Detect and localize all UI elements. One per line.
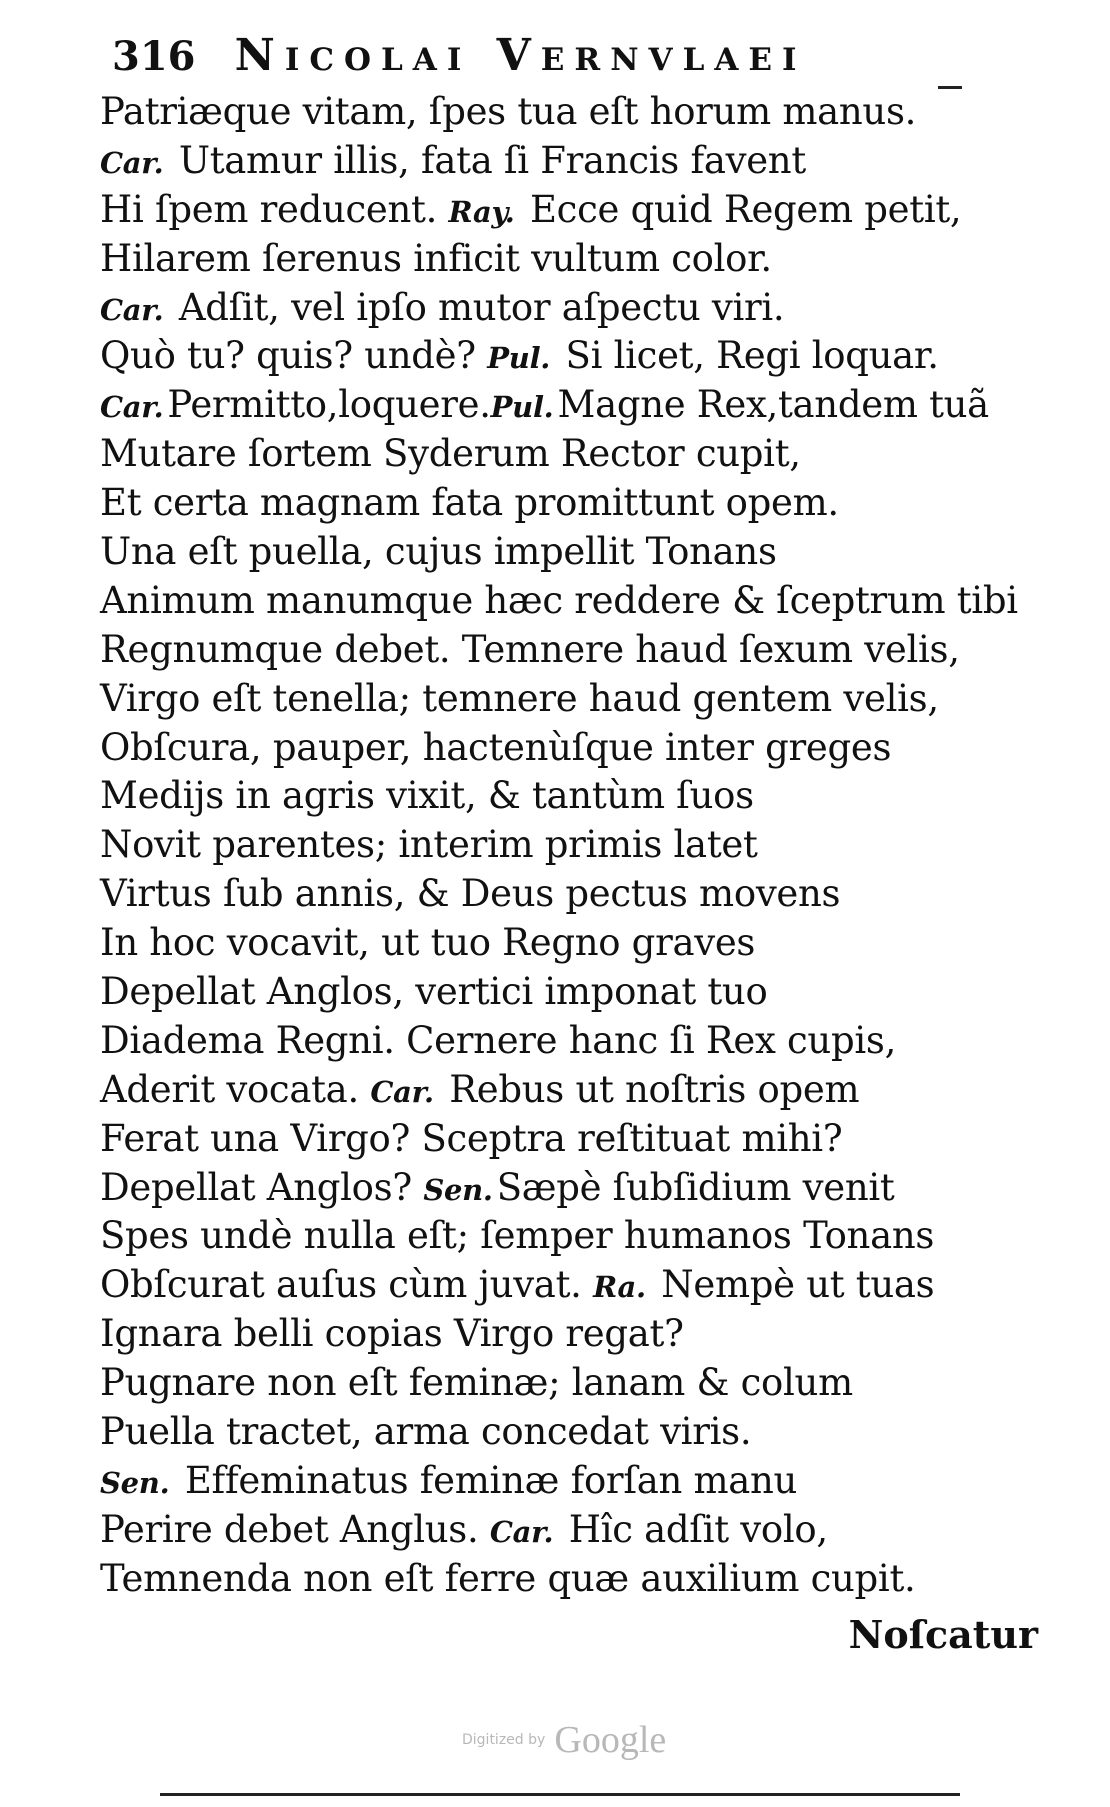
verse-text: Depellat Anglos? — [100, 1165, 424, 1209]
verse-text: Obſcura, pauper, hactenùſque inter greges — [100, 725, 892, 769]
verse-text: Patriæque vitam, ſpes tua eſt horum manus. — [100, 90, 917, 133]
verse-line — [100, 1115, 1040, 1164]
verse-text: Aderit vocata. — [100, 1067, 371, 1111]
verse-line — [100, 577, 1040, 626]
running-title: Nicolai Vernvlaei — [234, 30, 807, 81]
verse-text: Ignara belli copias Virgo regat? — [100, 1312, 684, 1356]
verse-line — [100, 1261, 1040, 1310]
verse-text: Spes undè nulla eſt; ſemper humanos Tonans — [100, 1214, 935, 1258]
bottom-rule — [160, 1793, 960, 1796]
verse-text: Sæpè ſubſidium venit — [496, 1165, 895, 1209]
verse-text: Animum manumque hæc reddere & ſceptrum tibi — [100, 578, 1018, 622]
verse-text: Rebus ut noſtris opem — [437, 1067, 860, 1111]
verse-text: Virtus ſub annis, & Deus pectus movens — [100, 872, 841, 916]
verse-text: Hilarem ſerenus inficit vultum color. — [100, 236, 772, 280]
verse-line — [100, 430, 1040, 479]
verse-line — [100, 381, 1040, 430]
verse-line — [100, 1506, 1040, 1555]
verse-line — [100, 1310, 1040, 1359]
verse-line — [100, 1457, 1040, 1506]
verse-line — [100, 137, 1040, 186]
verse-line — [100, 88, 1040, 137]
verse-line — [100, 772, 1040, 821]
speaker-label: Pul. — [487, 341, 551, 376]
speaker-label: Ra. — [593, 1270, 646, 1305]
verse-text: Et certa magnam fata promittunt opem. — [100, 481, 839, 525]
verse-line — [100, 968, 1040, 1017]
verse-line — [100, 1017, 1040, 1066]
verse-line — [100, 528, 1040, 577]
verse-text: Medijs in agris vixit, & tantùm ſuos — [100, 774, 754, 818]
speaker-label: Ray. — [448, 194, 515, 229]
verse-text: Magne Rex,tandem tuã — [557, 383, 989, 427]
verse-text: Obſcurat auſus cùm juvat. — [100, 1263, 594, 1307]
verse-text: Hi ſpem reducent. — [100, 187, 449, 231]
speaker-label: Pul. — [490, 390, 554, 425]
verse-text: Depellat Anglos, vertici imponat tuo — [100, 970, 768, 1014]
verse-text: Ecce quid Regem petit, — [518, 187, 962, 231]
verse-text: Quò tu? quis? undè? — [100, 334, 488, 378]
verse-text: Permitto,loquere. — [167, 383, 491, 427]
verse-text: Virgo eſt tenella; temnere haud gentem velis, — [100, 676, 939, 720]
page-number: 316 — [112, 33, 196, 80]
verse-line — [100, 1555, 1040, 1604]
verse-text: Regnumque debet. Temnere haud ſexum velis, — [100, 627, 960, 671]
speaker-label: Sen. — [100, 1465, 170, 1500]
verse-text: Utamur illis, fata ſi Francis favent — [167, 138, 806, 182]
speaker-label: Car. — [100, 292, 164, 327]
verse-text: Temnenda non eſt ferre quæ auxilium cupit. — [100, 1556, 916, 1600]
page-header — [112, 30, 807, 90]
speaker-label: Sen. — [423, 1172, 493, 1207]
speaker-label: Car. — [100, 390, 164, 425]
verse-line — [100, 724, 1040, 773]
digitized-watermark — [462, 1718, 666, 1762]
verse-text: Effeminatus feminæ forſan manu — [173, 1458, 798, 1502]
verse-text: Nempè ut tuas — [649, 1263, 935, 1307]
verse-text: Novit parentes; interim primis latet — [100, 823, 758, 867]
verse-text: Ferat una Virgo? Sceptra reſtituat mihi? — [100, 1116, 843, 1160]
verse-line — [100, 675, 1040, 724]
verse-line — [100, 479, 1040, 528]
verse-line — [100, 870, 1040, 919]
verse-line — [100, 284, 1040, 333]
verse-text: Perire debet Anglus. — [100, 1507, 490, 1551]
verse-text: Si licet, Regi loquar. — [554, 334, 939, 378]
verse-line — [100, 186, 1040, 235]
verse-text: Adſit, vel ipſo mutor aſpectu viri. — [167, 285, 785, 329]
verse-line — [100, 1408, 1040, 1457]
verse-text: Hîc adſit volo, — [557, 1507, 828, 1551]
verse-text: Pugnare non eſt feminæ; lanam & colum — [100, 1361, 853, 1405]
speaker-label: Car. — [100, 145, 164, 180]
verse-text: In hoc vocavit, ut tuo Regno graves — [100, 921, 756, 965]
verse-line — [100, 821, 1040, 870]
verse-line — [100, 919, 1040, 968]
speaker-label: Car. — [489, 1514, 554, 1549]
google-logo: Google — [554, 1719, 667, 1761]
verse-text: Una eſt puella, cujus impellit Tonans — [100, 530, 777, 574]
verse-body — [100, 88, 1040, 1604]
verse-line — [100, 1066, 1040, 1115]
verse-line — [100, 1164, 1040, 1213]
speaker-label: Car. — [370, 1074, 434, 1109]
verse-line — [100, 332, 1040, 381]
verse-text: Puella tractet, arma concedat viris. — [100, 1410, 752, 1454]
catchword: Noſcatur — [848, 1612, 1038, 1657]
verse-text: Diadema Regni. Cernere hanc ſi Rex cupis, — [100, 1018, 897, 1062]
verse-line — [100, 626, 1040, 675]
digitized-label: Digitized by — [462, 1732, 546, 1748]
verse-line — [100, 1212, 1040, 1261]
verse-line — [100, 235, 1040, 284]
verse-text: Mutare ſortem Syderum Rector cupit, — [100, 432, 801, 476]
verse-line — [100, 1359, 1040, 1408]
